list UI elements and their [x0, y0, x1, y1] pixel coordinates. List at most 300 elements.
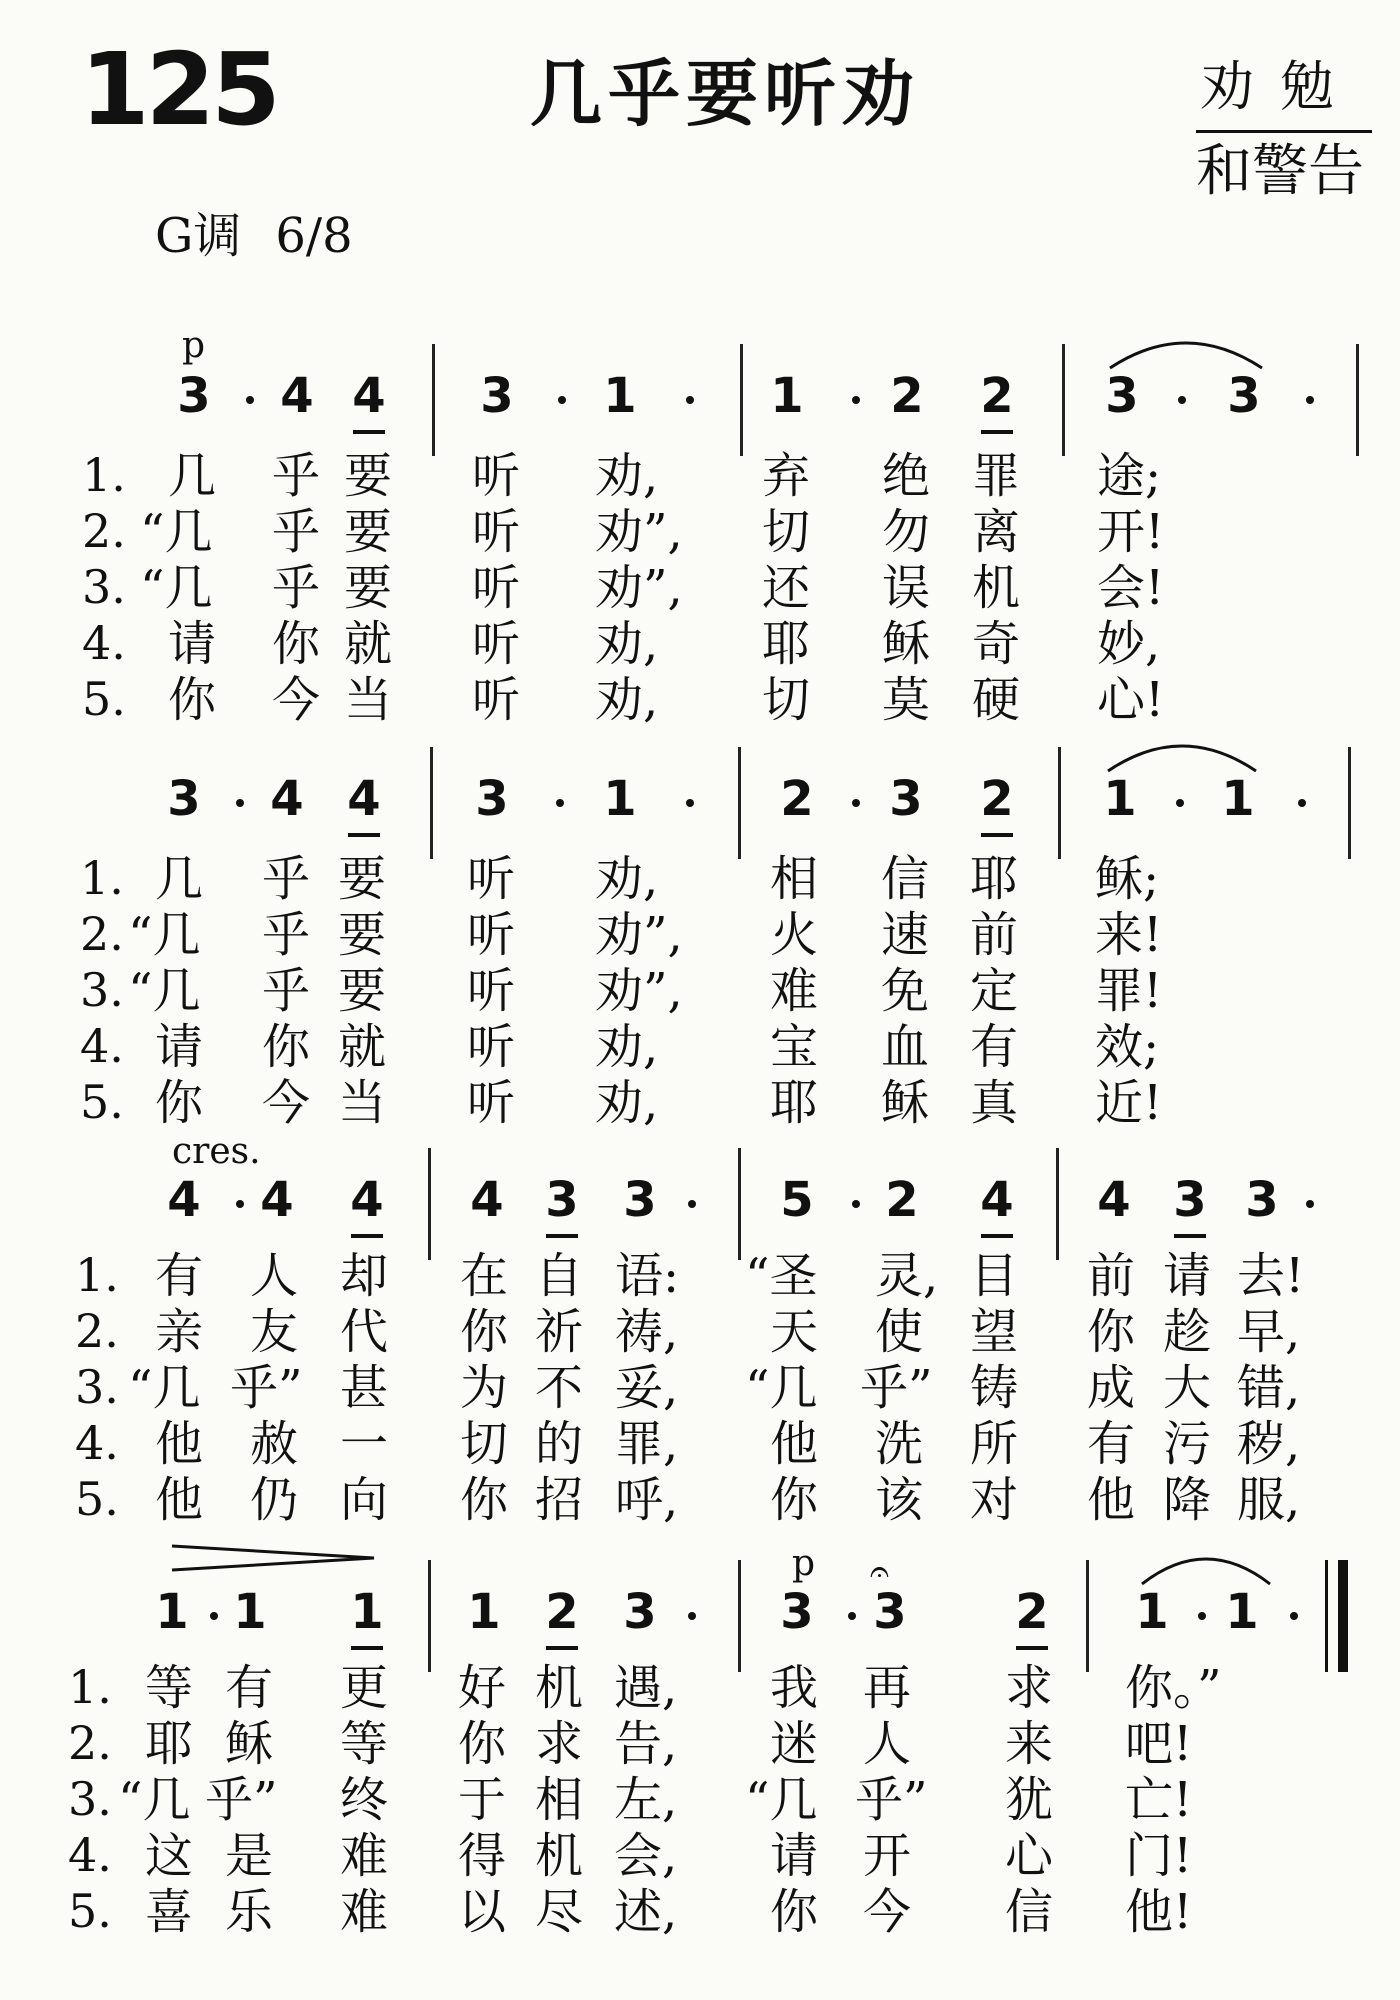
lyric-syllable: 趁: [1163, 1304, 1212, 1360]
lyric-syllable: 离: [972, 504, 1021, 560]
note: 2: [890, 368, 924, 424]
lyric-syllable: 该: [875, 1472, 924, 1528]
dot: [688, 1200, 696, 1208]
barline: [430, 747, 433, 859]
lyric-syllable: 迷: [770, 1716, 819, 1772]
lyric-syllable: 今: [863, 1884, 912, 1940]
lyric-syllable: 遇,: [614, 1660, 678, 1716]
lyric-syllable: 耶: [145, 1716, 194, 1772]
note: 3: [540, 1176, 584, 1224]
lyric-syllable: 他: [1087, 1472, 1136, 1528]
key-signature: [155, 208, 353, 264]
lyric-syllable: 相: [770, 851, 819, 907]
dot: [1290, 1612, 1298, 1620]
lyric-line-verse-4: [0, 1828, 1400, 1888]
lyric-syllable: 成: [1087, 1360, 1136, 1416]
dot: [848, 1612, 856, 1620]
lyric-syllable: 于: [458, 1772, 507, 1828]
note: 1: [467, 1584, 501, 1640]
lyric-syllable: “几: [128, 907, 201, 963]
note: 3: [889, 771, 923, 827]
lyric-line-verse-4: [0, 1019, 1400, 1079]
dot: [852, 396, 860, 404]
lyric-syllable: 所: [970, 1416, 1019, 1472]
lyric-syllable: 血: [881, 1019, 930, 1075]
note: 1: [770, 368, 804, 424]
barline: [428, 1560, 431, 1672]
lyric-line-verse-3: [0, 1360, 1400, 1420]
lyric-syllable: 难: [340, 1828, 389, 1884]
lyric-syllable: 大: [1163, 1360, 1212, 1416]
lyric-syllable: 切: [460, 1416, 509, 1472]
lyric-syllable: 你: [460, 1472, 509, 1528]
dot: [236, 1200, 244, 1208]
verse-number: 5.: [75, 1472, 119, 1526]
dynamic-marking: cres.: [172, 1131, 261, 1172]
lyric-syllable: 当: [344, 672, 393, 728]
dot: [852, 799, 860, 807]
key-label: G调: [155, 208, 242, 264]
lyric-syllable: 近!: [1095, 1075, 1163, 1131]
lyric-syllable: 听: [467, 963, 516, 1019]
lyric-syllable: 罪: [972, 448, 1021, 504]
dynamic-marking: p: [792, 1543, 816, 1584]
lyric-syllable: 是: [225, 1828, 274, 1884]
lyric-syllable: 乎: [272, 448, 321, 504]
dot: [1178, 396, 1186, 404]
barline: [1058, 747, 1061, 859]
barline: [738, 1148, 741, 1260]
lyric-syllable: 自: [535, 1248, 584, 1304]
lyric-syllable: 切: [762, 504, 811, 560]
lyric-syllable: “几: [745, 1360, 818, 1416]
dot: [686, 396, 694, 404]
note: 4: [975, 1176, 1019, 1224]
lyric-syllable: 望: [970, 1304, 1019, 1360]
lyric-line-verse-5: [0, 1075, 1400, 1135]
verse-number: 5.: [82, 672, 126, 726]
lyric-syllable: 请: [155, 1019, 204, 1075]
lyric-syllable: 你: [168, 672, 217, 728]
lyric-syllable: 喜: [145, 1884, 194, 1940]
lyric-syllable: 污: [1163, 1416, 1212, 1472]
lyric-syllable: “几: [128, 1360, 201, 1416]
note: 4: [1097, 1172, 1131, 1228]
lyric-syllable: 左,: [614, 1772, 678, 1828]
lyric-syllable: 奇: [972, 616, 1021, 672]
lyric-syllable: 乐: [225, 1884, 274, 1940]
lyric-syllable: 途;: [1097, 448, 1162, 504]
fermata-icon: 𝄐: [870, 1552, 889, 1592]
lyric-syllable: 信: [1005, 1884, 1054, 1940]
lyric-syllable: 求: [1005, 1660, 1054, 1716]
decrescendo-mark: [168, 1542, 378, 1576]
note: 2: [540, 1588, 584, 1636]
lyric-syllable: 速: [881, 907, 930, 963]
lyric-syllable: 前: [1087, 1248, 1136, 1304]
lyric-syllable: “几: [140, 560, 213, 616]
note: 4: [260, 1172, 294, 1228]
lyric-syllable: 切: [762, 672, 811, 728]
lyric-syllable: 你: [272, 616, 321, 672]
category-sublabel: 和警告: [1196, 139, 1364, 204]
lyric-syllable: 尽: [535, 1884, 584, 1940]
verse-number: 3.: [75, 1360, 119, 1414]
note: 4: [470, 1172, 504, 1228]
lyric-syllable: 他: [155, 1416, 204, 1472]
note: 2: [1010, 1588, 1054, 1636]
barline: [1325, 1560, 1328, 1672]
lyric-syllable: 招: [535, 1472, 584, 1528]
lyric-syllable: 罪,: [615, 1416, 679, 1472]
lyric-syllable: 勿: [882, 504, 931, 560]
barline: [1062, 344, 1065, 456]
lyric-line-verse-1: [0, 1248, 1400, 1308]
lyric-syllable: 请: [770, 1828, 819, 1884]
lyric-syllable: 天: [770, 1304, 819, 1360]
time-signature: 6/8: [275, 208, 353, 264]
lyric-syllable: 定: [970, 963, 1019, 1019]
lyric-syllable: 乎: [272, 560, 321, 616]
note: 3: [1105, 368, 1139, 424]
dot: [210, 1612, 218, 1620]
lyric-syllable: 他: [770, 1416, 819, 1472]
lyric-syllable: 目: [970, 1248, 1019, 1304]
lyric-syllable: 犹: [1005, 1772, 1054, 1828]
lyric-syllable: 效;: [1095, 1019, 1160, 1075]
lyric-syllable: 难: [770, 963, 819, 1019]
notation-row: [0, 362, 1400, 462]
verse-number: 1.: [82, 448, 126, 502]
lyric-syllable: 乎: [272, 504, 321, 560]
lyric-syllable: 告,: [614, 1716, 678, 1772]
lyric-syllable: 终: [340, 1772, 389, 1828]
note: 3: [1245, 1172, 1279, 1228]
lyric-syllable: 要: [338, 963, 387, 1019]
lyric-syllable: 劝,: [595, 1019, 659, 1075]
lyric-syllable: 要: [338, 851, 387, 907]
lyric-syllable: 再: [863, 1660, 912, 1716]
lyric-line-verse-3: [0, 963, 1400, 1023]
note: 1: [345, 1588, 389, 1636]
note: 1: [1225, 1584, 1259, 1640]
note: 1: [603, 368, 637, 424]
lyric-syllable: 呼,: [615, 1472, 679, 1528]
lyric-syllable: 求: [535, 1716, 584, 1772]
note: 2: [885, 1172, 919, 1228]
slur-mark: [1138, 1548, 1274, 1588]
lyric-syllable: 开: [863, 1828, 912, 1884]
lyric-syllable: 等: [340, 1716, 389, 1772]
final-barline: [1338, 1560, 1348, 1672]
category-rule: [1196, 130, 1372, 133]
lyric-syllable: 劝”,: [595, 907, 683, 963]
note: 4: [342, 775, 386, 823]
lyric-syllable: 劝,: [595, 448, 659, 504]
verse-number: 5.: [80, 1075, 124, 1129]
barline: [1056, 1148, 1059, 1260]
lyric-line-verse-1: [0, 1660, 1400, 1720]
dynamic-marking: p: [182, 325, 206, 366]
note: 3: [623, 1584, 657, 1640]
lyric-syllable: 向: [340, 1472, 389, 1528]
lyric-syllable: 当: [338, 1075, 387, 1131]
lyric-syllable: 祷,: [615, 1304, 679, 1360]
lyric-syllable: 要: [344, 560, 393, 616]
lyric-syllable: 他: [155, 1472, 204, 1528]
dot: [1198, 1612, 1206, 1620]
lyric-syllable: 妙,: [1097, 616, 1161, 672]
dot: [686, 799, 694, 807]
lyric-syllable: 门!: [1125, 1828, 1193, 1884]
lyric-syllable: 听: [467, 1019, 516, 1075]
lyric-syllable: 代: [340, 1304, 389, 1360]
note: 2: [975, 775, 1019, 823]
note: 3: [780, 1584, 814, 1640]
notation-row: [0, 765, 1400, 865]
verse-number: 2.: [80, 907, 124, 961]
lyric-syllable: 劝,: [595, 616, 659, 672]
lyric-syllable: 亲: [155, 1304, 204, 1360]
note: 4: [280, 368, 314, 424]
lyric-syllable: 在: [460, 1248, 509, 1304]
lyric-line-verse-3: [0, 560, 1400, 620]
verse-number: 4.: [75, 1416, 119, 1470]
dot: [246, 396, 254, 404]
lyric-syllable: 要: [338, 907, 387, 963]
note: 2: [780, 771, 814, 827]
lyric-syllable: 你。”: [1125, 1660, 1222, 1716]
lyric-syllable: 你: [460, 1304, 509, 1360]
lyric-syllable: 机: [972, 560, 1021, 616]
lyric-syllable: 听: [472, 504, 521, 560]
lyric-syllable: 听: [472, 672, 521, 728]
lyric-syllable: 会!: [1097, 560, 1165, 616]
lyric-syllable: 你: [1087, 1304, 1136, 1360]
verse-number: 1.: [75, 1248, 119, 1302]
lyric-syllable: 听: [472, 616, 521, 672]
dot: [1298, 799, 1306, 807]
lyric-syllable: 却: [340, 1248, 389, 1304]
lyric-syllable: 亡!: [1125, 1772, 1193, 1828]
note: 1: [155, 1584, 189, 1640]
dot: [556, 799, 564, 807]
lyric-line-verse-3: [0, 1772, 1400, 1832]
lyric-syllable: 吧!: [1125, 1716, 1193, 1772]
lyric-syllable: 劝”,: [595, 963, 683, 1019]
lyric-syllable: 更: [340, 1660, 389, 1716]
lyric-syllable: 劝,: [595, 672, 659, 728]
note: 4: [270, 771, 304, 827]
lyric-syllable: 听: [472, 560, 521, 616]
lyric-syllable: 铸: [970, 1360, 1019, 1416]
lyric-syllable: 等: [145, 1660, 194, 1716]
lyric-syllable: 听: [467, 851, 516, 907]
slur-mark: [1106, 332, 1266, 372]
lyric-line-verse-5: [0, 672, 1400, 732]
lyric-syllable: 述,: [614, 1884, 678, 1940]
lyric-syllable: 得: [458, 1828, 507, 1884]
lyric-syllable: 耶: [762, 616, 811, 672]
lyric-syllable: 这: [145, 1828, 194, 1884]
barline: [740, 344, 743, 456]
note: 3: [167, 771, 201, 827]
lyric-syllable: 乎”: [855, 1772, 928, 1828]
note: 3: [623, 1172, 657, 1228]
lyric-syllable: 就: [338, 1019, 387, 1075]
lyric-syllable: 稣;: [1095, 851, 1160, 907]
lyric-syllable: 几: [168, 448, 217, 504]
barline: [428, 1148, 431, 1260]
note: 3: [1227, 368, 1261, 424]
note: 5: [780, 1172, 814, 1228]
note: 3: [475, 771, 509, 827]
lyric-line-verse-5: [0, 1472, 1400, 1532]
verse-number: 2.: [68, 1716, 112, 1770]
dot: [852, 1200, 860, 1208]
lyric-syllable: 稣: [881, 1075, 930, 1131]
dot: [558, 396, 566, 404]
note: 3: [480, 368, 514, 424]
lyric-syllable: 来!: [1095, 907, 1163, 963]
lyric-syllable: 莫: [882, 672, 931, 728]
lyric-syllable: 乎”: [205, 1772, 278, 1828]
lyric-syllable: 心!: [1097, 672, 1165, 728]
lyric-syllable: 有: [155, 1248, 204, 1304]
note: 3: [177, 368, 211, 424]
lyric-syllable: 要: [344, 448, 393, 504]
dot: [1306, 1200, 1314, 1208]
lyric-syllable: 机: [535, 1828, 584, 1884]
lyric-syllable: 对: [970, 1472, 1019, 1528]
lyric-syllable: “几: [128, 963, 201, 1019]
lyric-syllable: 今: [262, 1075, 311, 1131]
lyric-syllable: 要: [344, 504, 393, 560]
hymn-title: 几乎要听劝: [530, 52, 921, 136]
lyric-syllable: “几: [140, 504, 213, 560]
dot: [688, 1612, 696, 1620]
verse-number: 2.: [82, 504, 126, 558]
lyric-syllable: 人: [863, 1716, 912, 1772]
lyric-syllable: 还: [762, 560, 811, 616]
barline: [1086, 1560, 1089, 1672]
lyric-line-verse-1: [0, 448, 1400, 508]
lyric-syllable: 乎: [262, 907, 311, 963]
lyric-line-verse-1: [0, 851, 1400, 911]
barline: [432, 344, 435, 456]
verse-number: 4.: [68, 1828, 112, 1882]
lyric-syllable: 就: [344, 616, 393, 672]
lyric-syllable: 有: [1087, 1416, 1136, 1472]
note: 3: [1168, 1176, 1212, 1224]
lyric-syllable: 秽,: [1237, 1416, 1301, 1472]
lyric-syllable: 听: [467, 907, 516, 963]
lyric-syllable: 请: [168, 616, 217, 672]
barline: [738, 1560, 741, 1672]
lyric-syllable: 难: [340, 1884, 389, 1940]
note: 2: [975, 372, 1019, 420]
verse-number: 5.: [68, 1884, 112, 1938]
lyric-syllable: 耶: [970, 851, 1019, 907]
lyric-syllable: 请: [1163, 1248, 1212, 1304]
lyric-syllable: 前: [970, 907, 1019, 963]
lyric-syllable: 一: [340, 1416, 389, 1472]
lyric-syllable: 耶: [770, 1075, 819, 1131]
verse-number: 3.: [80, 963, 124, 1017]
barline: [1348, 747, 1351, 859]
lyric-syllable: 劝,: [595, 1075, 659, 1131]
category-label: 劝勉: [1200, 55, 1360, 118]
lyric-syllable: 硬: [972, 672, 1021, 728]
lyric-syllable: 你: [770, 1472, 819, 1528]
hymn-number: 125: [80, 31, 277, 148]
lyric-syllable: 真: [970, 1075, 1019, 1131]
lyric-syllable: 有: [225, 1660, 274, 1716]
lyric-syllable: 去!: [1237, 1248, 1305, 1304]
lyric-line-verse-2: [0, 504, 1400, 564]
note: 1: [1135, 1584, 1169, 1640]
lyric-syllable: 劝,: [595, 851, 659, 907]
note: 1: [1103, 771, 1137, 827]
lyric-syllable: 人: [250, 1248, 299, 1304]
note: 4: [345, 1176, 389, 1224]
verse-number: 4.: [80, 1019, 124, 1073]
lyric-syllable: 使: [875, 1304, 924, 1360]
lyric-syllable: 免: [881, 963, 930, 1019]
note: 1: [233, 1584, 267, 1640]
lyric-syllable: 你: [262, 1019, 311, 1075]
lyric-syllable: 弃: [762, 448, 811, 504]
dot: [1306, 396, 1314, 404]
note: 3: [873, 1584, 907, 1640]
note: 1: [1221, 771, 1255, 827]
lyric-syllable: 相: [535, 1772, 584, 1828]
lyric-syllable: 听: [467, 1075, 516, 1131]
lyric-syllable: 赦: [250, 1416, 299, 1472]
lyric-syllable: 机: [535, 1660, 584, 1716]
barline: [1356, 344, 1359, 456]
dot: [236, 799, 244, 807]
lyric-line-verse-4: [0, 1416, 1400, 1476]
lyric-syllable: 祈: [535, 1304, 584, 1360]
verse-number: 1.: [80, 851, 124, 905]
lyric-syllable: 你: [458, 1716, 507, 1772]
lyric-syllable: 甚: [340, 1360, 389, 1416]
lyric-syllable: 你: [155, 1075, 204, 1131]
lyric-syllable: 语:: [615, 1248, 680, 1304]
lyric-syllable: 听: [472, 448, 521, 504]
lyric-syllable: 会,: [614, 1828, 678, 1884]
lyric-syllable: 早,: [1237, 1304, 1301, 1360]
lyric-syllable: 今: [272, 672, 321, 728]
lyric-syllable: 开!: [1097, 504, 1165, 560]
lyric-syllable: 心: [1005, 1828, 1054, 1884]
lyric-syllable: 以: [458, 1884, 507, 1940]
lyric-syllable: 乎”: [230, 1360, 303, 1416]
lyric-syllable: “几: [118, 1772, 191, 1828]
lyric-syllable: 乎: [262, 851, 311, 907]
lyric-syllable: 罪!: [1095, 963, 1163, 1019]
lyric-syllable: 妥,: [615, 1360, 679, 1416]
slur-mark: [1104, 735, 1260, 775]
lyric-line-verse-2: [0, 1304, 1400, 1364]
lyric-line-verse-4: [0, 616, 1400, 676]
lyric-syllable: 信: [881, 851, 930, 907]
lyric-syllable: 的: [535, 1416, 584, 1472]
lyric-syllable: 降: [1163, 1472, 1212, 1528]
lyric-syllable: 劝”,: [595, 560, 683, 616]
lyric-syllable: 仍: [250, 1472, 299, 1528]
